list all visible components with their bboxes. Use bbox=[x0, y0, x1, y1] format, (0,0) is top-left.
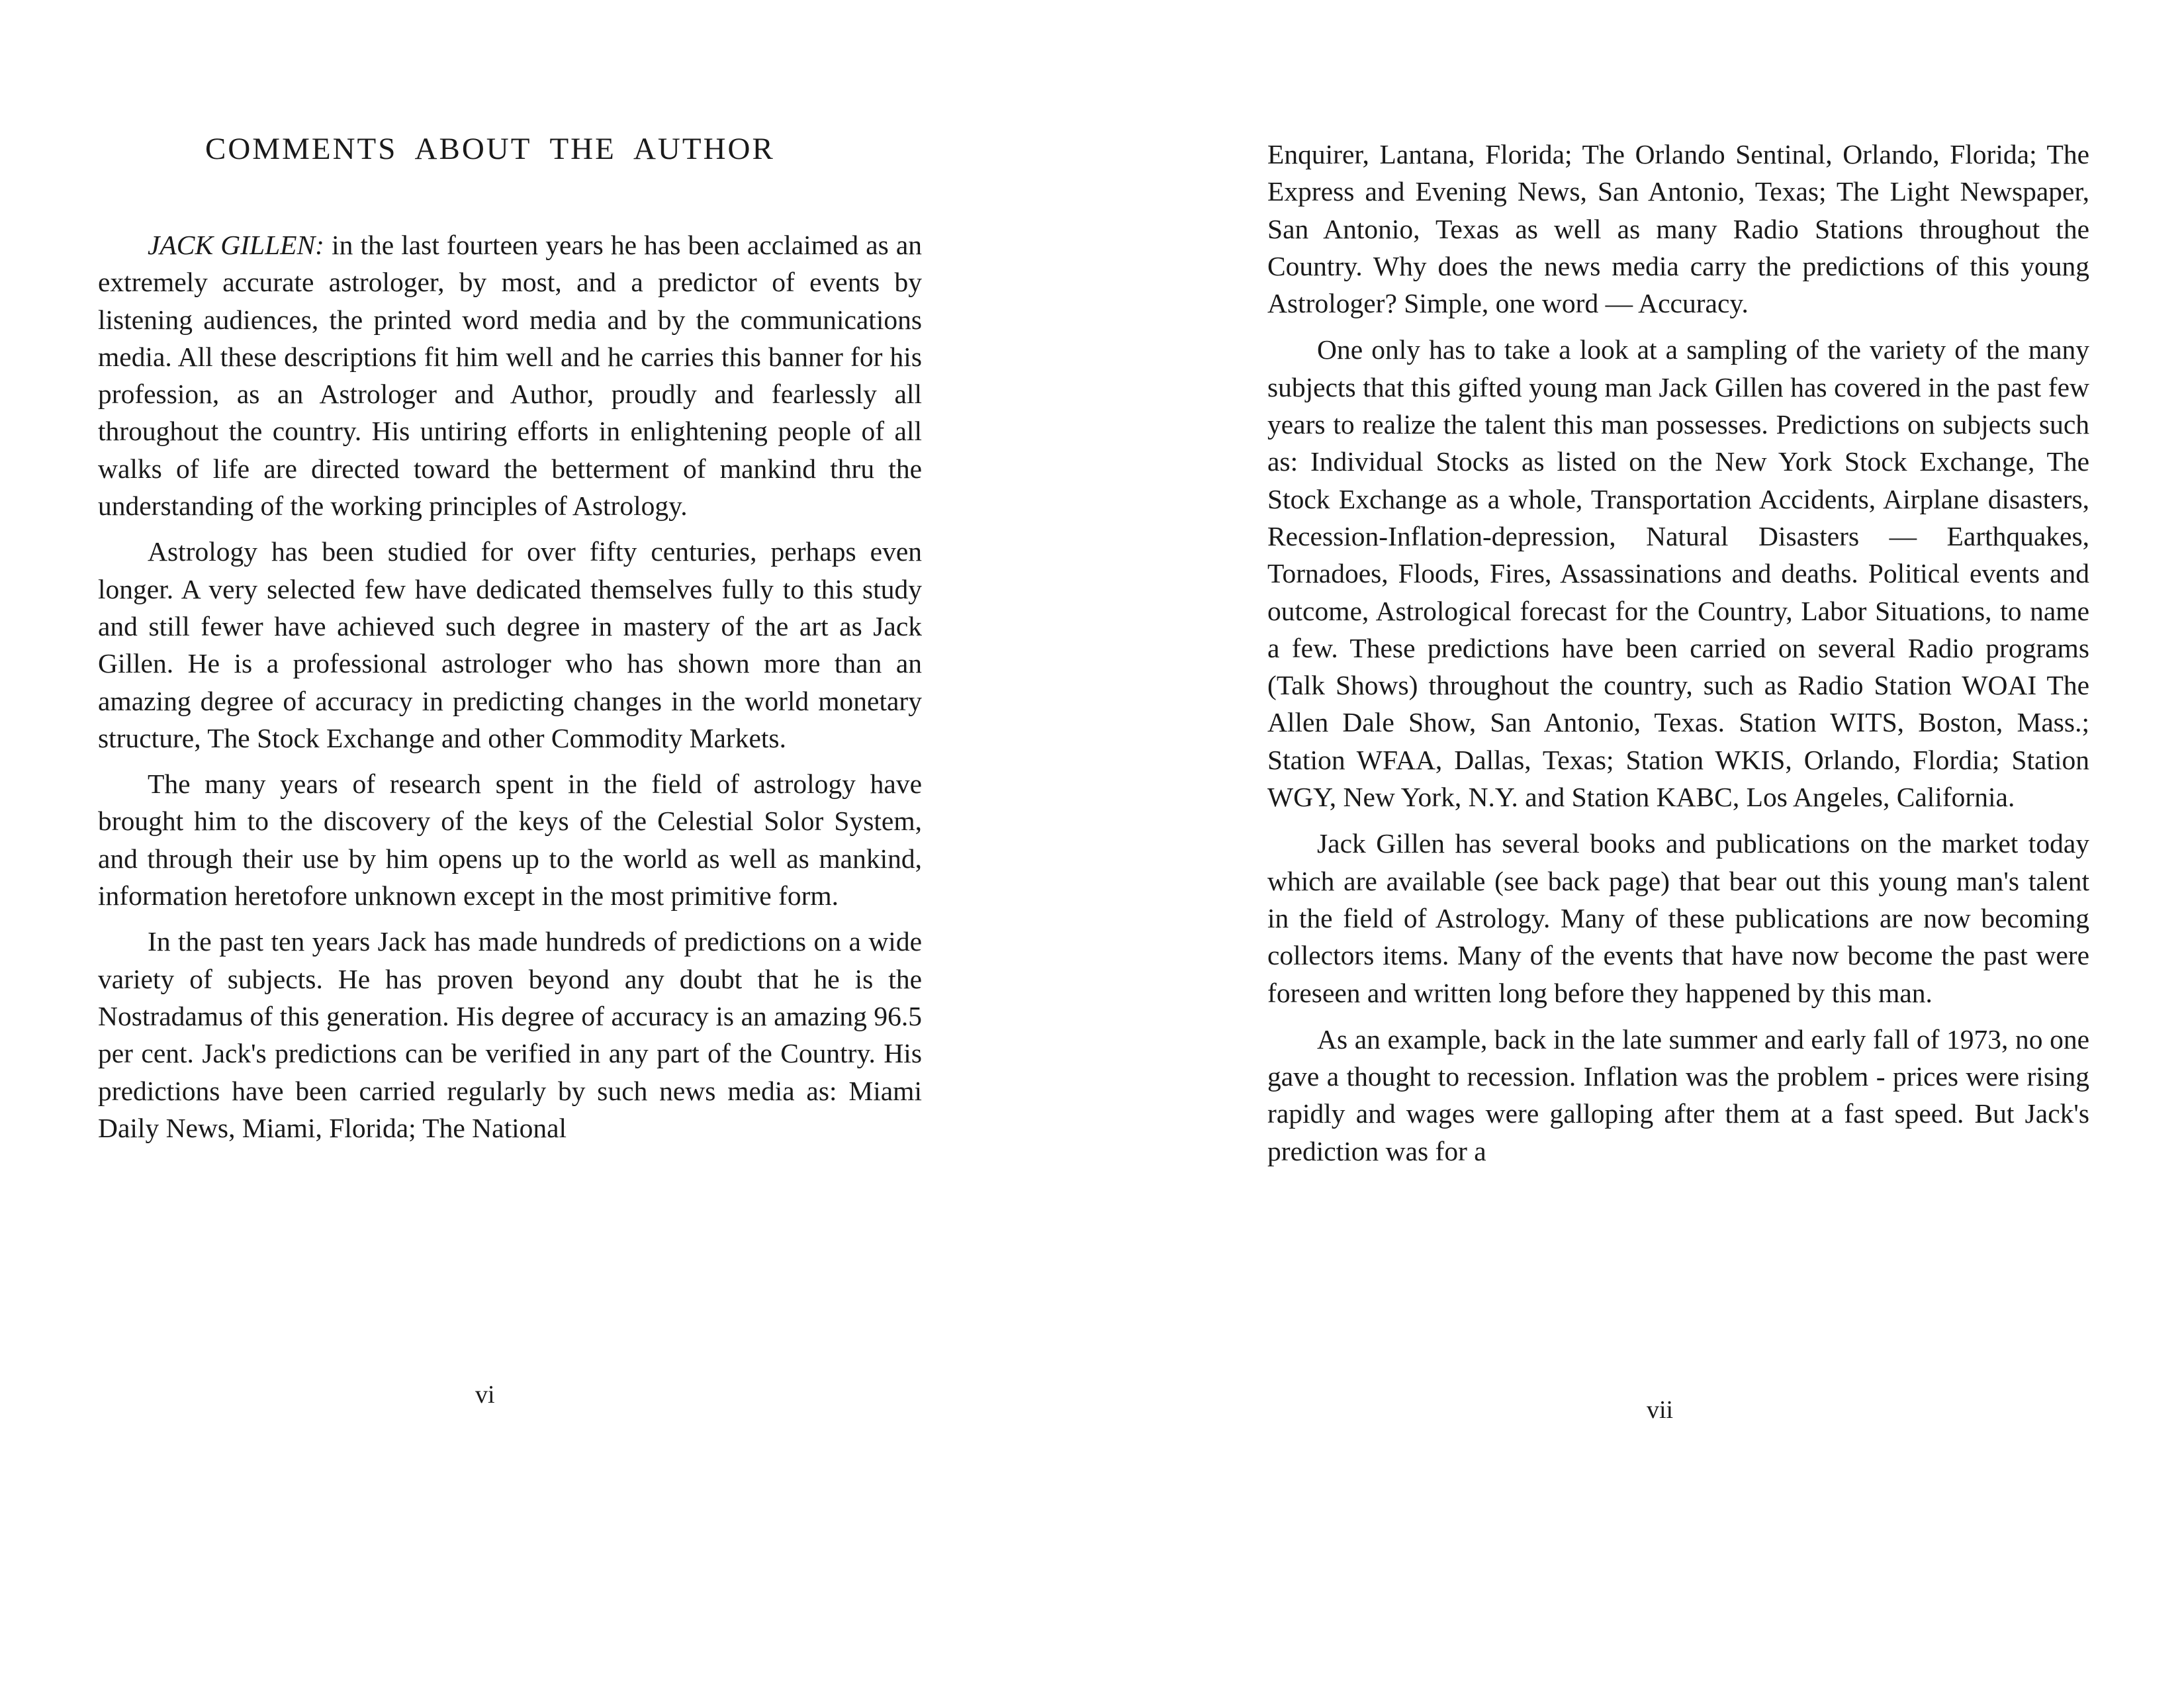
right-text-column bbox=[1267, 136, 2089, 1170]
paragraph-intro-text: in the last fourteen years he has been acclaimed as an extremely accurate astrologer, by most, and a predictor of events by listening audiences, the printed word media and by the communications media. All these descriptions fit him well and he carries this banner for his profession, as an Astrologer and Author, proudly and fearlessly all throughout the country. His untiring efforts in enlightening people of all walks of life are directed toward the betterment of mankind thru the understanding of the working principles of Astrology. bbox=[98, 230, 923, 522]
author-name-lead: JACK GILLEN: bbox=[148, 230, 325, 260]
page-number-right: vii bbox=[1647, 1396, 1674, 1424]
paragraph-research: The many years of research spent in the field of astrology have brought him to the discovery of the keys of the Celestial Solor System, and through their use by him opens up to the world as well as mankind, information heretofore unknown except in the most primitive form. bbox=[98, 769, 922, 912]
right-page bbox=[1092, 0, 2184, 1688]
paragraph-predictions: In the past ten years Jack has made hundreds of predictions on a wide variety of subjects. He has proven beyond any doubt that he is the Nostradamus of this generation. His degree of accuracy is an amazing 96.5 per cent. Jack's predictions can be verified in any part of the Country. His predictions have been carried regularly by such news media as: Miami Daily News, Miami, Florida; The National bbox=[98, 926, 922, 1143]
paragraph-continuation: Enquirer, Lantana, Florida; The Orlando Sentinal, Orlando, Florida; The Express and Evening News, San Antonio, Texas; The Light Newspaper, San Antonio, Texas as well as many Radio Stations throughout the Country. Why does the news media carry the predictions of this young Astrologer? Simple, one word — Accuracy. bbox=[1267, 139, 2089, 319]
left-text-column bbox=[98, 226, 922, 1147]
paragraph-subjects: One only has to take a look at a sampling of the variety of the many subjects that this gifted young man Jack Gillen has covered in the past few years to realize the talent this man possesses. Predictions on subjects such as: Individual Stocks as listed on the New York Stock Exchange, The Stock Exchange as a whole, Transportation Accidents, Airplane disasters, Recession-Inflation-depression, Natural Disasters — Earthquakes, Tornadoes, Floods, Fires, Assassinations and deaths. Political events and outcome, Astrological forecast for the Country, Labor Situations, to name a few. These predictions have been carried on several Radio programs (Talk Shows) throughout the country, such as Radio Station WOAI The Allen Dale Show, San Antonio, Texas. Station WITS, Boston, Mass.; Station WFAA, Dallas, Texas; Station WKIS, Orlando, Flordia; Station WGY, New York, N.Y. and Station KABC, Los Angeles, California. bbox=[1267, 334, 2089, 813]
paragraph-intro bbox=[98, 226, 922, 524]
page-number-left: vi bbox=[475, 1381, 495, 1409]
page-title: COMMENTS ABOUT THE AUTHOR bbox=[205, 132, 775, 166]
paragraph-astrology-history: Astrology has been studied for over fifty centuries, perhaps even longer. A very selected few have dedicated themselves fully to this study and still fewer have achieved such degree in mastery of the art as Jack Gillen. He is a professional astrologer who has shown more than an amazing degree of accuracy in predicting changes in the world monetary structure, The Stock Exchange and other Commodity Markets. bbox=[98, 536, 922, 753]
paragraph-publications: Jack Gillen has several books and publications on the market today which are available (see back page) that bear out this young man's talent in the field of Astrology. Many of these publications are now becoming collectors items. Many of the events that have now become the past were foreseen and written long before they happened by this man. bbox=[1267, 828, 2089, 1008]
paragraph-example: As an example, back in the late summer and early fall of 1973, no one gave a thought to recession. Inflation was the problem - prices were rising rapidly and wages were galloping after them at a fast speed. But Jack's prediction was for a bbox=[1267, 1023, 2089, 1166]
